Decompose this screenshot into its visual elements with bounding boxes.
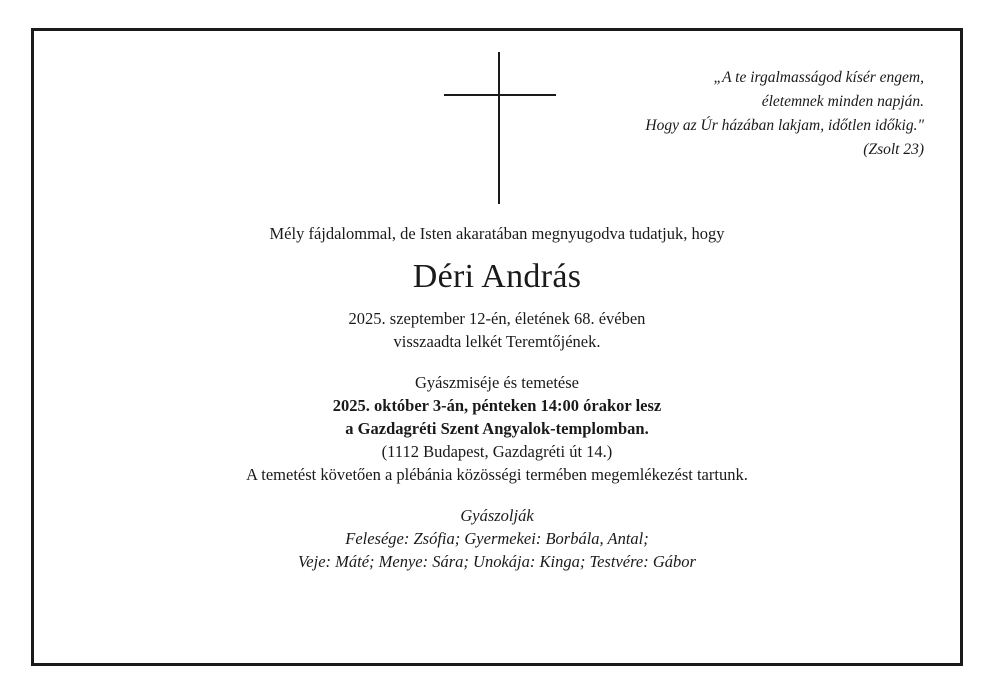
memorial-note: A temetést követően a plébánia közösségi termében megemlékezést tartunk. [246, 465, 748, 484]
spacer [34, 353, 960, 371]
death-text-line: visszaadta lelkét Teremtőjének. [393, 332, 601, 351]
quote-line-3: Hogy az Úr házában lakjam, időtlen időkig." [645, 117, 924, 134]
cross-vertical-bar [498, 52, 500, 204]
mourners-line-1: Felesége: Zsófia; Gyermekei: Borbála, Antal; [345, 529, 649, 548]
quote-line-1: „A te irgalmasságod kísér engem, [713, 69, 924, 86]
death-date-line: 2025. szeptember 12-én, életének 68. évében [348, 309, 646, 328]
bible-quote [504, 66, 924, 162]
funeral-heading: Gyászmiséje és temetése [414, 373, 580, 392]
spacer [34, 486, 960, 504]
funeral-address: (1112 Budapest, Gazdagréti út 14.) [381, 442, 613, 461]
mourners-line-2: Veje: Máté; Menye: Sára; Unokája: Kinga; Testvére: Gábor [298, 552, 696, 571]
quote-reference: (Zsolt 23) [863, 141, 924, 158]
deceased-name: Déri András [412, 258, 582, 295]
funeral-place: a Gazdagréti Szent Angyalok-templomban. [345, 419, 649, 438]
announcement-body [34, 222, 960, 573]
intro-text: Mély fájdalommal, de Isten akaratában megnyugodva tudatjuk, hogy [269, 224, 725, 243]
mourners-heading: Gyászolják [460, 506, 534, 525]
funeral-datetime: 2025. október 3-án, pénteken 14:00 órakor lesz [332, 396, 662, 415]
quote-line-2: életemnek minden napján. [761, 93, 924, 110]
